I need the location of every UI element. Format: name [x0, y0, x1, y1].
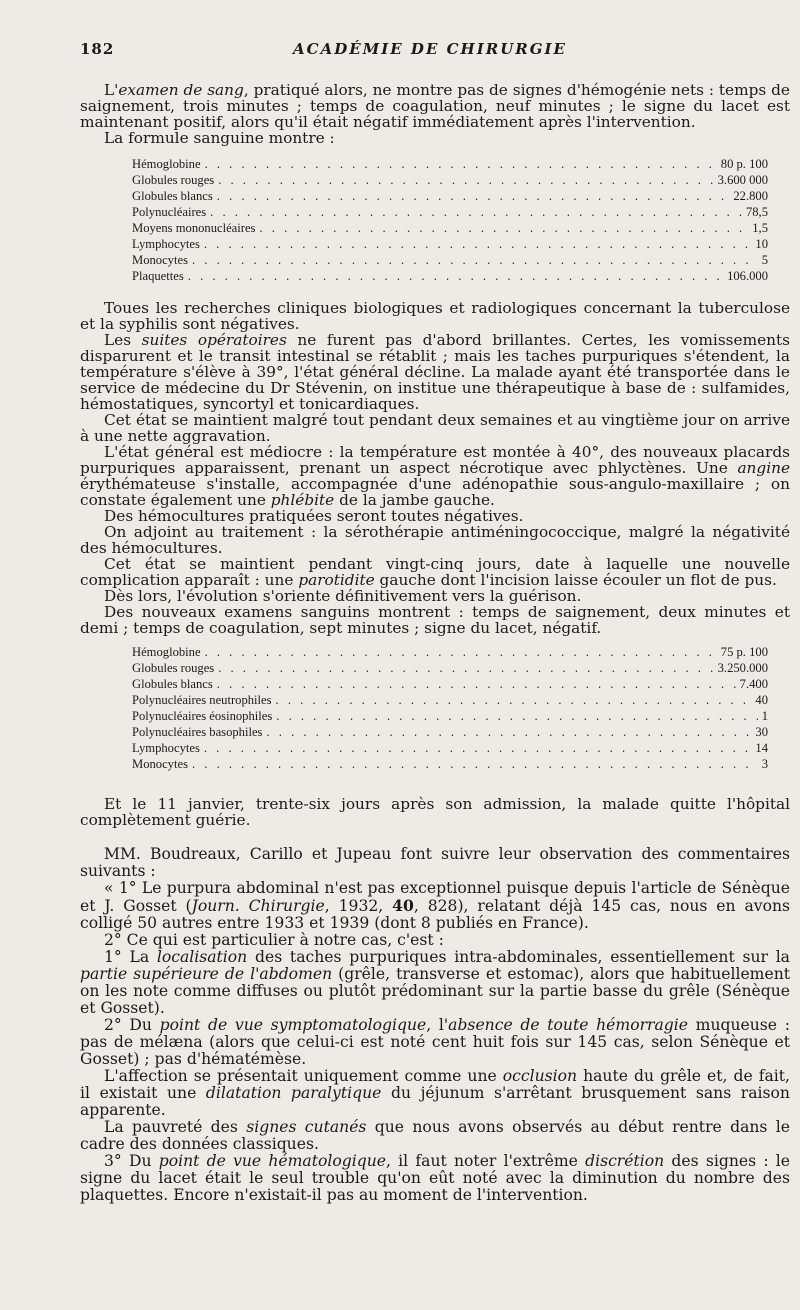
table-row	[132, 236, 768, 252]
paragraph	[80, 130, 790, 146]
row-value: 5	[761, 253, 768, 267]
paragraph	[80, 1153, 790, 1204]
text-run: 2° Du	[104, 1016, 160, 1034]
paragraph	[80, 1119, 790, 1153]
row-value: 106.000	[727, 269, 768, 283]
row-value: 14	[755, 741, 768, 755]
table-row	[132, 740, 768, 756]
row-label: Polynucléaires basophiles	[132, 725, 263, 739]
row-label: Monocytes	[132, 757, 188, 771]
paragraph	[80, 300, 790, 332]
table-row	[132, 204, 768, 220]
table-row	[132, 644, 768, 660]
text-run: MM. Boudreaux, Carillo et Jupeau font suivre leur observation des commentaires suivants :	[80, 845, 790, 880]
paragraph-block	[80, 300, 790, 636]
dot-leader	[266, 724, 751, 740]
row-value: 3.250.000	[717, 661, 768, 675]
italic-text: partie supérieure de l'abdomen	[80, 965, 333, 983]
row-label: Hémoglobine	[132, 157, 201, 171]
dot-leader	[204, 740, 752, 756]
text-run: Des hémocultures pratiquées seront toutes négatives.	[104, 507, 524, 525]
table-row	[132, 220, 768, 236]
dot-leader	[217, 188, 730, 204]
text-run: (grêle, transverse et estomac), alors que habituellement on les note comme diffuses ou plutôt prédominant sur la partie basse du grêle (Sénèque et Gosset).	[80, 965, 790, 1017]
text-run: , 1932,	[324, 897, 393, 915]
text-run: « 1° Le purpura abdominal n'est pas exceptionnel puisque depuis l'article de Sénèque et J. Gosset (	[80, 879, 790, 915]
italic-text: angine	[737, 459, 790, 477]
dot-leader	[204, 236, 752, 252]
dot-leader	[192, 756, 758, 772]
text-run: des taches purpuriques intra-abdominales, essentiellement sur la	[247, 948, 790, 966]
text-run: des signes : le signe du lacet était le seul trouble qu'on eût noté avec la diminution du nombre des plaquettes. Encore n'existait-il pas au moment de l'intervention.	[80, 1152, 791, 1204]
dot-leader	[205, 156, 717, 172]
italic-text: examen de sang	[118, 81, 244, 99]
row-value: 10	[755, 237, 768, 251]
text-run: de la jambe gauche.	[334, 491, 495, 509]
table-row	[132, 676, 768, 692]
row-label: Polynucléaires	[132, 205, 207, 219]
italic-text: parotidite	[298, 571, 375, 589]
blood-formula-table	[132, 644, 768, 772]
row-value: 30	[755, 725, 768, 739]
paragraph	[80, 846, 790, 880]
text-run: que nous avons observés au début rentre dans le cadre des données classiques.	[80, 1118, 790, 1153]
text-run: , il faut noter l'extrême	[386, 1152, 586, 1170]
text-run: On adjoint au traitement : la sérothérapie antiméningococcique, malgré la négativité des hémocultures.	[80, 523, 790, 557]
row-value: 78,5	[745, 205, 768, 219]
page-number: 182	[80, 40, 115, 58]
text-run: ne furent pas d'abord brillantes. Certes, les vomissements disparurent et le transit intestinal se rétablit ; mais les taches purpuriques s'étendent, la température s'élève à 39°, l'état général décline. La malade ayant été transportée dans le service de médecine du Dr Stévenin, on institue une thérapeutique à base de : sulfamides, hémostatiques, syncortyl et tonicardiaques.	[80, 331, 790, 413]
text-run: L'affection se présentait uniquement comme une	[104, 1067, 503, 1085]
italic-text: discrétion	[585, 1152, 665, 1170]
table-row	[132, 172, 768, 188]
row-value: 1	[761, 709, 768, 723]
row-label: Lymphocytes	[132, 237, 200, 251]
paragraph	[80, 796, 790, 828]
text-run: Dès lors, l'évolution s'oriente définitivement vers la guérison.	[104, 587, 582, 605]
text-run: L'état général est médiocre : la température est montée à 40°, des nouveaux placards purpuriques apparaissent, prenant un aspect nécrotique avec phlyctènes. Une	[80, 443, 790, 477]
paragraph	[80, 556, 790, 588]
running-title: ACADÉMIE DE CHIRURGIE	[293, 40, 567, 58]
text-run: haute du grêle et, de fait, il existait une	[80, 1067, 790, 1102]
italic-text: occlusion	[502, 1067, 578, 1085]
italic-text: signes cutanés	[246, 1118, 367, 1136]
text-run: gauche dont l'incision laisse écouler un flot de pus.	[374, 571, 777, 589]
italic-text: Journ. Chirurgie	[191, 897, 325, 915]
row-label: Globules rouges	[132, 173, 215, 187]
row-label: Hémoglobine	[132, 645, 201, 659]
row-value: 7.400	[739, 677, 768, 691]
row-label: Globules blancs	[132, 677, 213, 691]
dot-leader	[259, 220, 748, 236]
paragraph	[80, 604, 790, 636]
text-run: 2° Ce qui est particulier à notre cas, c'est :	[104, 931, 444, 949]
row-label: Monocytes	[132, 253, 188, 267]
table-row	[132, 188, 768, 204]
text-run: La formule sanguine montre :	[104, 129, 335, 147]
text-run: Cet état se maintient pendant vingt-cinq jours, date à laquelle une nouvelle complication apparaît : une	[80, 555, 790, 589]
row-label: Globules blancs	[132, 189, 213, 203]
paragraph	[80, 949, 790, 1017]
dot-leader	[205, 644, 717, 660]
paragraph	[80, 588, 790, 604]
row-label: Lymphocytes	[132, 741, 200, 755]
row-value: 40	[755, 693, 768, 707]
text-run: érythémateuse s'installe, accompagnée d'une adénopathie sous-angulo-maxillaire ; on constate également une	[80, 475, 790, 509]
text-run: , pratiqué alors, ne montre pas de signes d'hémogénie nets : temps de saignement, trois minutes ; temps de coagulation, neuf minutes ; le signe du lacet est maintenant positif, alors qu'il était négatif immédiatement après l'intervention.	[80, 81, 790, 131]
paragraph	[80, 524, 790, 556]
text-run: du jéjunum s'arrêtant brusquement sans raison apparente.	[80, 1084, 790, 1119]
paragraph	[80, 444, 790, 508]
row-label: Plaquettes	[132, 269, 184, 283]
text-run: 3° Du	[104, 1152, 159, 1170]
commentary-block	[80, 846, 790, 1204]
row-value: 22.800	[733, 189, 768, 203]
row-value: 3.600 000	[717, 173, 768, 187]
dot-leader	[188, 268, 723, 284]
text-run: muqueuse : pas de mélæna (alors que celui-ci est noté cent huit fois sur 145 cas, selon Sénèque et Gosset) ; pas d'hématémèse.	[80, 1016, 790, 1068]
paragraph	[80, 880, 790, 932]
paragraph	[80, 1017, 790, 1068]
paragraph-block	[80, 82, 790, 146]
italic-text: localisation	[156, 948, 248, 966]
table-row	[132, 268, 768, 284]
paragraph	[80, 82, 790, 130]
row-label: Globules rouges	[132, 661, 215, 675]
paragraph	[80, 412, 790, 444]
paragraph	[80, 1068, 790, 1119]
blood-formula-table	[132, 156, 768, 284]
bold-text: 40	[392, 896, 414, 915]
table-row	[132, 692, 768, 708]
italic-text: dilatation paralytique	[205, 1084, 382, 1102]
table-row	[132, 724, 768, 740]
text-run: Des nouveaux examens sanguins montrent : temps de saignement, deux minutes et demi ; temps de coagulation, sept minutes ; signe du lacet, négatif.	[80, 603, 790, 637]
paragraph	[80, 508, 790, 524]
text-run: 1° La	[104, 948, 157, 966]
text-run: , 828), relatant déjà 145 cas, nous en avons colligé 50 autres entre 1933 et 1939 (dont 8 publiés en France).	[80, 897, 790, 932]
dot-leader	[276, 692, 752, 708]
italic-text: phlébite	[270, 491, 335, 509]
table-row	[132, 252, 768, 268]
table-row	[132, 708, 768, 724]
text-run: Toues les recherches cliniques biologiques et radiologiques concernant la tuberculose et la syphilis sont négatives.	[80, 299, 790, 333]
italic-text: suites opératoires	[141, 331, 287, 349]
text-run: , l'	[426, 1016, 449, 1034]
dot-leader	[218, 172, 713, 188]
row-value: 75 p. 100	[720, 645, 768, 659]
text-run: Cet état se maintient malgré tout pendant deux semaines et au vingtième jour on arrive à une nette aggravation.	[80, 411, 790, 445]
text-run: Les	[104, 331, 142, 349]
page-header	[80, 40, 780, 62]
text-run: Et le 11 janvier, trente-six jours après son admission, la malade quitte l'hôpital complètement guérie.	[80, 795, 790, 829]
dot-leader	[217, 676, 736, 692]
row-label: Polynucléaires neutrophiles	[132, 693, 272, 707]
table-row	[132, 660, 768, 676]
paragraph-block	[80, 796, 790, 828]
italic-text: absence de toute hémorragie	[448, 1016, 688, 1034]
dot-leader	[192, 252, 758, 268]
table-row	[132, 756, 768, 772]
row-value: 80 p. 100	[720, 157, 768, 171]
row-value: 3	[761, 757, 768, 771]
italic-text: point de vue hématologique	[158, 1152, 386, 1170]
table-row	[132, 156, 768, 172]
paragraph	[80, 332, 790, 412]
dot-leader	[218, 660, 713, 676]
row-label: Moyens mononucléaires	[132, 221, 256, 235]
text-run: L'	[104, 81, 119, 99]
paragraph	[80, 932, 790, 949]
row-label: Polynucléaires éosinophiles	[132, 709, 273, 723]
italic-text: point de vue symptomatologique	[159, 1016, 427, 1034]
row-value: 1,5	[752, 221, 768, 235]
dot-leader	[276, 708, 757, 724]
dot-leader	[210, 204, 742, 220]
text-run: La pauvreté des	[104, 1118, 247, 1136]
